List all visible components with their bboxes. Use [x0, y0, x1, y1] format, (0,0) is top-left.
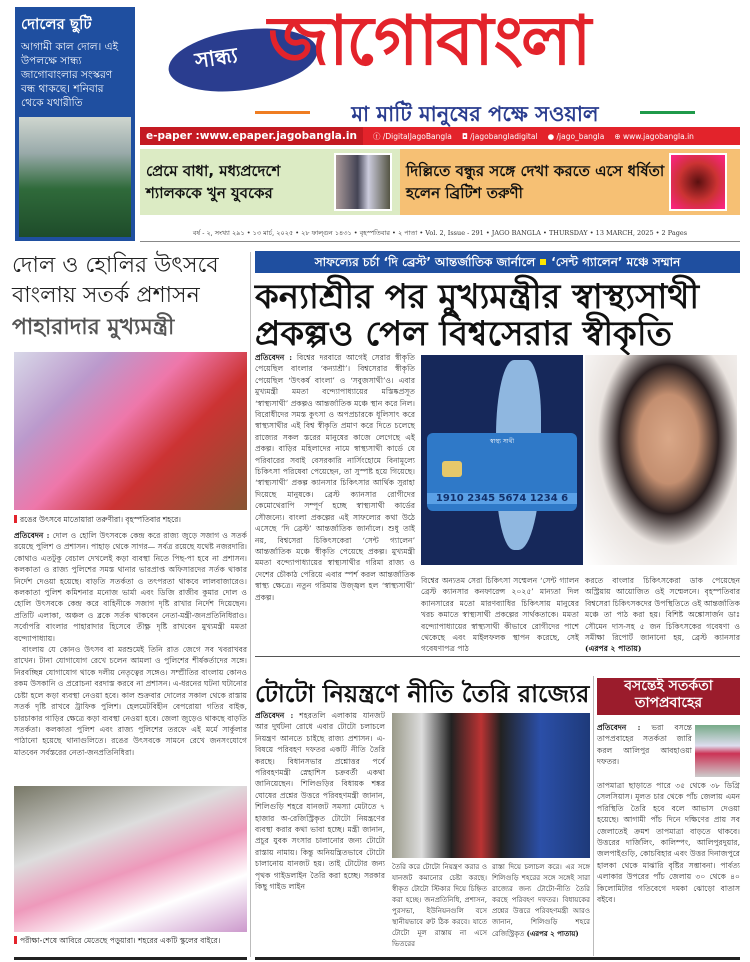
chief-minister-photo — [585, 355, 737, 565]
divider — [14, 957, 247, 960]
teaser-1[interactable]: প্রেমে বাধা, মধ্যপ্রদেশে শ্যালককে খুন যুবকের — [140, 149, 400, 215]
globe-icon: ⊕ — [614, 131, 624, 141]
instagram-link[interactable]: ◘ /jagobangladigital — [461, 131, 538, 141]
facebook-icon: ⓕ — [372, 131, 383, 141]
tagline: মা মাটি মানুষের পক্ষে সওয়াল — [255, 98, 695, 133]
toto-article-continued: তৈরি করে টোটো নিয়ন্ত্রণ করার ও যানজট কমানোর চেষ্টা করছে। স্বীকৃত টোটো স্টিকার দিয়ে চিহ্নিত করা হচ্ছে। জনপ্রতিনিধি, প্রশাসন, পুরসভা, ইউনিয়নগুলি বসে স্থানীয়ভাবে রুট ঠিক করবে। যাতে টোটো মূল রাস্তায় না এসে ভিতরের — [392, 863, 487, 948]
left-headline-2: বাংলায় সতর্ক প্রশাসন — [12, 283, 200, 308]
kicker-strip: সাফল্যের চর্চা ‘দি ব্রেস্ট’ আন্তর্জাতিক জার্নালে ‘সেন্ট গ্যালেন’ মঞ্চে সম্মান — [255, 251, 740, 273]
logo-name: জাগোবাংলা — [268, 2, 590, 81]
students-photo — [14, 786, 247, 932]
swasthya-sathi-map — [421, 355, 583, 565]
divider — [255, 656, 740, 657]
main-headline-1: কন্যাশ্রীর পর মুখ্যমন্ত্রীর স্বাস্থ্যসাথী — [255, 277, 700, 317]
main-headline-2: প্রকল্পও পেল বিশ্বসেরার স্বীকৃতি — [255, 314, 673, 354]
main-article-body: প্রতিবেদন : বিশ্বের দরবারে আগেই সেরার স্বীকৃতি পেয়েছিল বাংলার ‘কন্যাশ্রী’। বিশ্বসেরার স্বীকৃতি পেয়েছিল ‘উৎকর্ষ বাংলা’ ও ‘সবুজসাথী’ও। এবার মুখ্যমন্ত্রী মমতা বন্দ্যোপাধ্যায়ের মস্তিষ্কপ্রসূত ‘স্বাস্থ্যসাথী’ প্রকল্পও আন্তর্জাতিক মঞ্চে স্থান করে নিল। বিরোধীদের সমস্ত কুৎসা ও অপপ্রচারকে ধূলিসাৎ করে স্বাস্থ্যসাথীর এই বিশ্ব স্বীকৃতি প্রমাণ করে দিতে চলেছে রাজ্যের সকল স্তরের মানুষের কাজে লেগেছে এই প্রকল্প। বাড়ির মহিলাদের নামে স্বাস্থ্যসাথী কার্ডে যে পরিবারের সবাই বেসরকারি নার্সিংহোমে বিনামূল্যে চিকিৎসা পরিষেবা পেয়েছেন, তা সুস্পষ্ট হয়ে গিয়েছে। ‘স্বাস্থ্যসাথী’ প্রকল্প ক্যানসার চিকিৎসার আর্থিক সুরাহা দিয়েছে মানুষকে। ব্রেস্ট ক্যানসার রোগীদের কেমোথেরাপি সম্পূর্ণ হচ্ছে স্বাস্থ্যসাথী কার্ডের সৌজন্যে। বাংলা প্রকল্পের এই সাফল্যের কথা উঠে এসেছে ‘দি ব্রেস্ট’ আন্তর্জাতিক জার্নালে। শুধু তাই নয়, বিশ্বসেরা চিকিৎসকেরা ‘সেন্ট গ্যালেন’ আন্তর্জাতিক মঞ্চে স্বীকৃতি পেয়েছে প্রকল্প। মুখ্যমন্ত্রী মমতা বন্দ্যোপাধ্যায়ের স্বাস্থ্যসাথীর গরিমা রাজ্য ও দেশের চৌকাঠ পেরিয়ে এবার স্পর্শ করল আন্তর্জাতিক স্বাস্থ্য ক্ষেত্রে। নতুন গরিমায় উজ্জ্বল হল ‘স্বাস্থ্যসাথী’ প্রকল্প। — [255, 353, 415, 602]
heatwave-intro: প্রতিবেদন : ভরা বসন্তে তাপপ্রবাহের সতর্কতা জারি করল আলিপুর আবহাওয়া দফতর। — [597, 723, 692, 767]
holiday-notice — [15, 7, 135, 241]
left-article-body: প্রতিবেদন : দোল ও হোলি উৎসবকে কেন্দ্র করে রাজ্য জুড়ে সজাগ ও সতর্ক রয়েছে পুলিশ ও প্রশাসন। পাহাড় থেকে সাগর— সর্বত্র রয়েছে যথেষ্ট নজরদারি। কোথাও এতটুকু বেচাল দেখলেই কড়া ব্যবস্থা নিতে পিছ-পা হবে না প্রশাসন। কলকাতা ও রাজ্য পুলিশের সমস্ত থানার ভারপ্রাপ্ত অফিসারদের সর্তক থাকার নির্দেশ দেওয়া হয়েছে। বাড়তি সতর্কতা ও তৎপরতা থাকবে লালবাজারেও। কলকাতা পুলিশ কমিশনার মনোজ ভার্মা এবং ডিজি রাজীব কুমার দোল ও হোলি উৎসবকে কেন্দ্র করে বাহিনীকে সজাগ দৃষ্টি রাখার নির্দেশ দিয়েছেন। প্রতিটি এলাকা, অঞ্চল ও ব্লকে সর্তক থাকবেন নেতা-মন্ত্রী-জনপ্রতিনিধিরাও। সর্বোপরি বাংলার পাহারাদার হিসেবে তীক্ষ্ণ দৃষ্টি রাখবেন মুখ্যমন্ত্রী মমতা বন্দ্যোপাধ্যায়। বাংলায় যে কোনও উৎসব বা মরশুমেই তিনি রাত জেগে সব খবরাখবর রাখেন। টানা যোগাযোগ রেখে চলেন আমলা ও পুলিশের শীর্ষকর্তাদের সঙ্গে। নিরবচ্ছিন্ন যোগাযোগ থাকে দলীয় নেতৃত্বের সঙ্গেও। সম্প্রীতির বাংলায় কোনও রকম উসকানি ও প্ররোচনা বরদাস্ত করবে না প্রশাসন। এ-ধরনের ঘটনা ঘটানোর চেষ্টা হলে কড়া ব্যবস্থা নেওয়া হবে। কাল শুক্রবার দোলের সকাল থেকে রাস্তায় সতর্ক দৃষ্টি রাখবে ট্রাফিক পুলিশ। হেলমেটবিহীন বেপরোয়া গতির বাইক, চারচাকার গাড়ির ক্ষেত্রে কড়া ব্যবস্থা নেওয়া হবে। জেলা জুড়েও থাকছে বাড়তি সতর্কতা। কলকাতা পুলিশ এবং রাজ্য পুলিশের তরফে এই মর্মে সার্কুলার পাঠানো হয়েছে থানাগুলিতে। রঙের উৎসবকে সামনে রেখে জনসংযোগে মাতবেন সর্বস্তরের নেতা-জনপ্রতিনিধিরা। — [14, 531, 248, 757]
main-article-continued: করতে বাংলার চিকিৎসকেরা ডাক পেয়েছেন অস্ট্রিয়ায় আয়োজিত ওই সম্মেলনে। বৃহস্পতিবার বিশ্বসেরা চিকিৎসকদের উপস্থিতিতে ওই আন্তর্জাতিক মঞ্চে তা পাঠ করা হয়। বিশিষ্ট অঙ্কোসার্জন ডাঃ সৌমেন দাস-সহ ৫ জন চিকিৎসকের গবেষণা ও সমীক্ষা রিপোর্ট জানানো হয়, ব্রেস্ট ক্যানসার (এরপর ২ পাতায়) — [585, 576, 740, 654]
photo-caption: রঙের উৎসবে মাতোয়ারা তরুণীরা। বৃহস্পতিবার শহরে। — [14, 515, 247, 527]
notice-title: দোলের ছুটি — [21, 15, 92, 33]
dateline: বর্ষ - ২, সংখ্যা ২৯১ • ১৩ মার্চ, ২০২৫ • ২৮ ফাল্গুন ১৪৩১ • বৃহস্পতিবার • ২ পাতা • Vol. 2, Issue - 291 • JAGO BANGLA • THURSDAY • 13 MARCH, 2025 • 2 Pages — [192, 229, 688, 237]
photo-caption: পরীক্ষা-শেষে আবিরে মেতেছে পড়ুয়ারা। শহরের একটি স্কুলের বাইরে। — [14, 936, 254, 948]
epaper-link[interactable]: e-paper :www.epaper.jagobangla.in — [140, 127, 363, 145]
website-link[interactable]: ⊕ www.jagobangla.in — [614, 131, 694, 141]
facebook-link[interactable]: ⓕ /DigitalJagoBangla — [372, 131, 452, 141]
toto-article-body: প্রতিবেদন : শহরতলি এলাকায় যানজট আর দুর্ঘটনা রোধে এবার টোটো চলাচলে নিয়ন্ত্রণ আনতে চাইছে রাজ্য প্রশাসন। এ-বিষয়ে পরিবহণ দফতর একটি নীতি তৈরি করছে। বিধানসভার প্রশ্নোত্তর পর্বে পরিবহণমন্ত্রী স্নেহাশিস চক্রবর্তী একথা জানিয়েছেন। শিলিগুড়ির বিধায়ক শঙ্কর ঘোষের প্রশ্নের উত্তরে পরিবহণমন্ত্রী জানান, শিলিগুড়ি শহরে যানজট সমস্যা মেটাতে ৭ হাজার অ-রেজিস্ট্রিকৃত টোটো নিয়ন্ত্রণের ব্যবস্থা করার কথা ভাবা হচ্ছে। মন্ত্রী জানান, প্রচুর যুবক সংসার চালানোর জন্য টোটো রাস্তায় নামায়। কিন্তু অনিয়ন্ত্রিতভাবে টোটো চালানোয় যানজট হয়। তাই টোটোর জন্য পৃথক গাইডলাইন তৈরি করা হচ্ছে। সরকার কিছু গাইড লাইন — [255, 711, 385, 892]
column-divider — [593, 676, 594, 956]
divider — [255, 957, 740, 960]
links-bar — [140, 127, 740, 145]
toto-article-continued: রাস্তা দিয়ে চলাচল করে। এর সঙ্গে শিলিগুড়ি শহরের সঙ্গে সঙ্গেই সারা রাজ্যের জন্য টোটো-নীতি তৈরি করছে পরিবহণ দফতর। বিধায়কের প্রশ্নের উত্তরে পরিবহণমন্ত্রী আরও জানান, শিলিগুড়ি শহরে রেজিস্ট্রিকৃত (এরপর ২ পাতায়) — [492, 863, 590, 938]
twitter-link[interactable]: ● /jago_bangla — [547, 131, 605, 141]
divider — [140, 241, 740, 242]
logo-prefix: সান্ধ্য — [193, 43, 239, 73]
column-divider — [250, 252, 251, 957]
twitter-icon: ● — [547, 131, 557, 141]
main-article-continued: বিশ্বের অন্যতম সেরা চিকিৎসা সম্মেলন ‘সেন্ট গ্যালন ব্রেস্ট ক্যানসার কনফারেন্স ২০২৫’ মান্যতা দিল ক্যানসারের মতো মারণব্যাধির চিকিৎসায় মানুষের খরচ কমাতে স্বাস্থ্যসাথী প্রকল্পের সার্থকতাকে। মমতা বন্দ্যোপাধ্যায়ের স্বাস্থ্যসাথী কীভাবে রোগীদের পাশে থেকেছে এবং মাইলফলক স্থাপন করেছে, সেই গবেষণাপত্র পাঠ — [421, 576, 579, 654]
left-headline-1: দোল ও হোলির উৎসবে — [12, 253, 219, 278]
toto-headline: টোটো নিয়ন্ত্রণে নীতি তৈরি রাজ্যের — [255, 680, 590, 708]
heatwave-body: তাপমাত্রা ছাড়াতে পারে ৩৫ থেকে ৩৮ ডিগ্রি সেলসিয়াস। মূলত চার থেকে পাঁচ জেলায় এমন পরিস্থিতি তৈরি হবে বলে আভাস দেওয়া হয়েছে। আগামী পাঁচ দিনে দক্ষিণের প্রায় সব জেলাতেই ক্রমশ তাপমাত্রা বাড়তে থাকবে। উত্তরের দার্জিলিং, কালিম্পং, আলিপুরদুয়ার, জলপাইগুড়ি, কোচবিহার এবং উত্তর দিনাজপুরে হালকা থেকে মাঝারি বৃষ্টির সম্ভাবনা। পার্বত্য এলাকার উপরের পাঁচ জেলায় ৩০ থেকে ৪০ কিলোমিটার গতিবেগে দমকা ঝোড়ো বাতাস বইবে। — [597, 781, 740, 905]
holi-photo — [14, 352, 247, 510]
left-headline-3: পাহারাদার মুখ্যমন্ত্রী — [12, 315, 175, 340]
notice-photo — [19, 117, 131, 237]
teaser-photo — [669, 153, 727, 211]
notice-text: আগামী কাল দোল। এই উপলক্ষে সান্ধ্য জাগোবাংলার সংস্করণ বন্ধ থাকছে। শনিবার থেকে যথারীতি — [21, 41, 119, 109]
heatwave-headline: বসন্তেই সতর্কতা তাপপ্রবাহের — [597, 678, 740, 715]
health-card: স্বাস্থ্য সাথী 1910 2345 5674 1234 6 — [427, 433, 577, 511]
teaser-photo — [334, 153, 392, 211]
instagram-icon: ◘ — [461, 131, 471, 141]
teaser-2[interactable]: দিল্লিতে বন্ধুর সঙ্গে দেখা করতে এসে ধর্ষিতা হলেন ব্রিটিশ তরুণী — [400, 149, 740, 215]
heatwave-photo — [695, 725, 740, 777]
bullet-icon — [540, 259, 546, 265]
toto-photo — [392, 713, 590, 858]
chip-icon — [442, 461, 462, 477]
